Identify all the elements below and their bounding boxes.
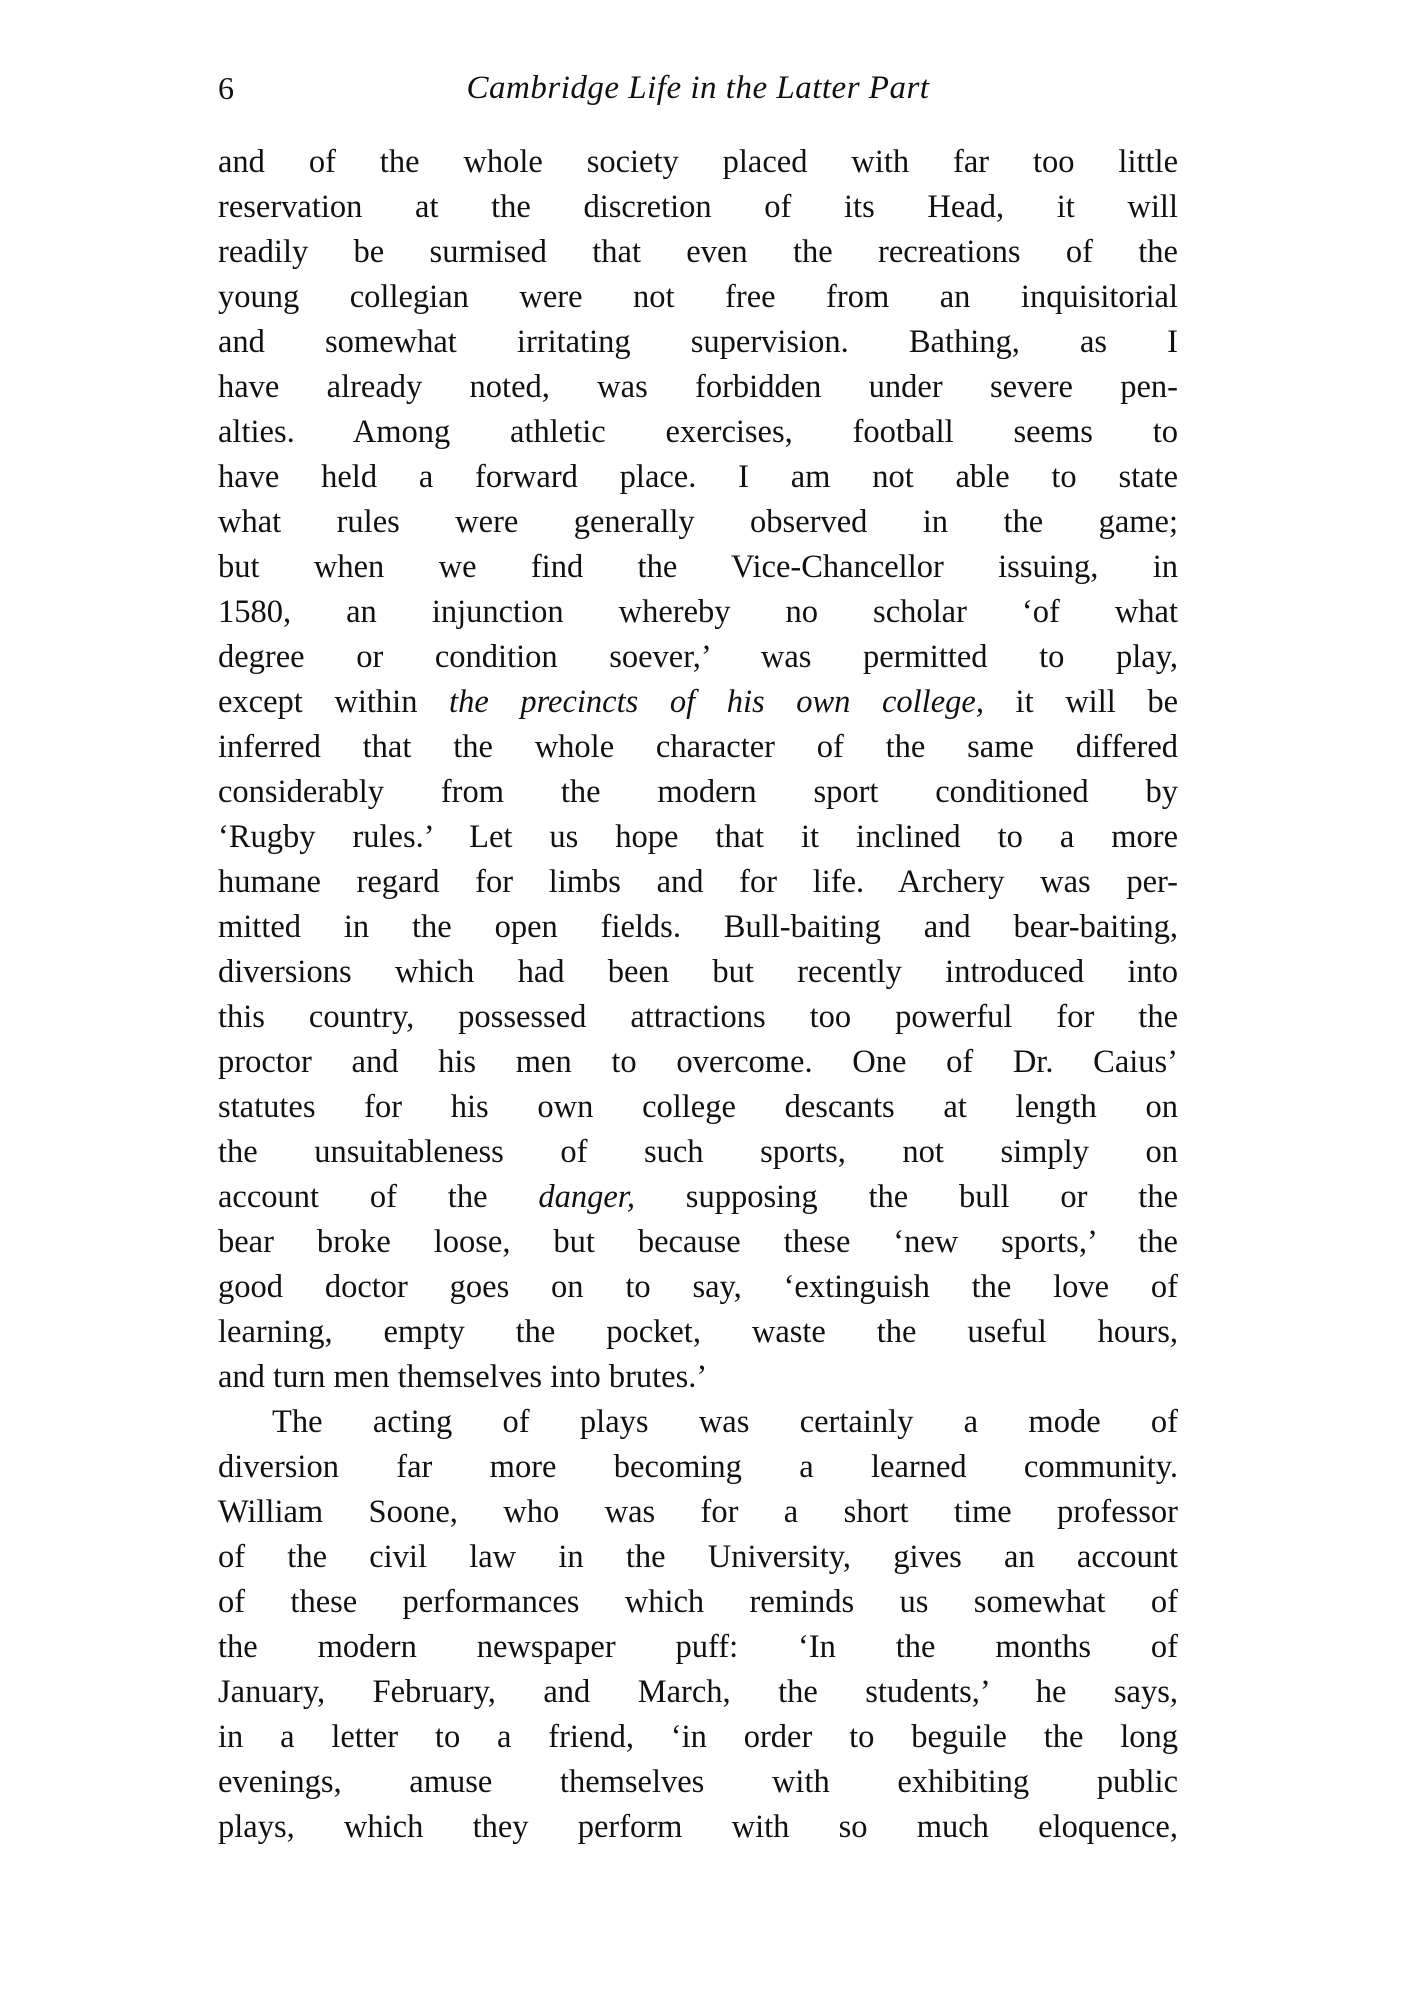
text-line: degree or condition soever,’ was permitted to play, (218, 639, 1178, 675)
running-title: Cambridge Life in the Latter Part (466, 70, 930, 106)
running-header (218, 70, 1178, 110)
text-line: William Soone, who was for a short time professor (218, 1494, 1178, 1530)
text-line: have held a forward place. I am not able to state (218, 459, 1178, 495)
text-line: and somewhat irritating supervision. Bathing, as I (218, 324, 1178, 360)
text-line: mitted in the open fields. Bull-baiting and bear-baiting, (218, 909, 1178, 945)
text-line: and of the whole society placed with far too little (218, 144, 1178, 180)
text-line: of the civil law in the University, gives an account (218, 1539, 1178, 1575)
text-line: of these performances which reminds us somewhat of (218, 1584, 1178, 1620)
text-line: January, February, and March, the students,’ he says, (218, 1674, 1178, 1710)
text-line: reservation at the discretion of its Head, it will (218, 189, 1178, 225)
text-line: but when we find the Vice-Chancellor issuing, in (218, 549, 1178, 585)
text-line: evenings, amuse themselves with exhibiting public (218, 1764, 1178, 1800)
text-segment: supposing the bull or the (685, 1179, 1178, 1215)
text-line: diversions which had been but recently introduced into (218, 954, 1178, 990)
paragraph-start-line: The acting of plays was certainly a mode of (272, 1404, 1178, 1440)
text-line: in a letter to a friend, ‘in order to beguile the long (218, 1719, 1178, 1755)
italic-phrase: the precincts of his own college, (449, 684, 984, 720)
text-line (218, 1175, 1178, 1220)
text-line: readily be surmised that even the recreations of the (218, 234, 1178, 270)
text-line: inferred that the whole character of the same differed (218, 729, 1178, 765)
page-number: 6 (218, 70, 234, 106)
text-line: ‘Rugby rules.’ Let us hope that it inclined to a more (218, 819, 1178, 855)
text-line: this country, possessed attractions too powerful for the (218, 999, 1178, 1035)
text-line: the unsuitableness of such sports, not simply on (218, 1134, 1178, 1170)
text-line: plays, which they perform with so much eloquence, (218, 1809, 1178, 1845)
text-line: 1580, an injunction whereby no scholar ‘of what (218, 594, 1178, 630)
text-line: bear broke loose, but because these ‘new sports,’ the (218, 1224, 1178, 1260)
text-line: alties. Among athletic exercises, football seems to (218, 414, 1178, 450)
text-line: learning, empty the pocket, waste the useful hours, (218, 1314, 1178, 1350)
text-line (218, 680, 1178, 725)
text-line: statutes for his own college descants at length on (218, 1089, 1178, 1125)
paragraph-end-line: and turn men themselves into brutes.’ (218, 1359, 708, 1395)
text-segment: it will be (1015, 684, 1178, 720)
text-line: proctor and his men to overcome. One of Dr. Caius’ (218, 1044, 1178, 1080)
body-text (218, 140, 1178, 1850)
text-segment: except within (218, 684, 418, 720)
text-line: humane regard for limbs and for life. Archery was per- (218, 864, 1178, 900)
text-line: considerably from the modern sport conditioned by (218, 774, 1178, 810)
text-line: the modern newspaper puff: ‘In the months of (218, 1629, 1178, 1665)
text-line: diversion far more becoming a learned community. (218, 1449, 1178, 1485)
text-line: have already noted, was forbidden under severe pen- (218, 369, 1178, 405)
italic-word: danger, (538, 1179, 635, 1215)
text-line: good doctor goes on to say, ‘extinguish the love of (218, 1269, 1178, 1305)
text-line: what rules were generally observed in the game; (218, 504, 1178, 540)
text-segment: account of the (218, 1179, 488, 1215)
text-line: young collegian were not free from an inquisitorial (218, 279, 1178, 315)
